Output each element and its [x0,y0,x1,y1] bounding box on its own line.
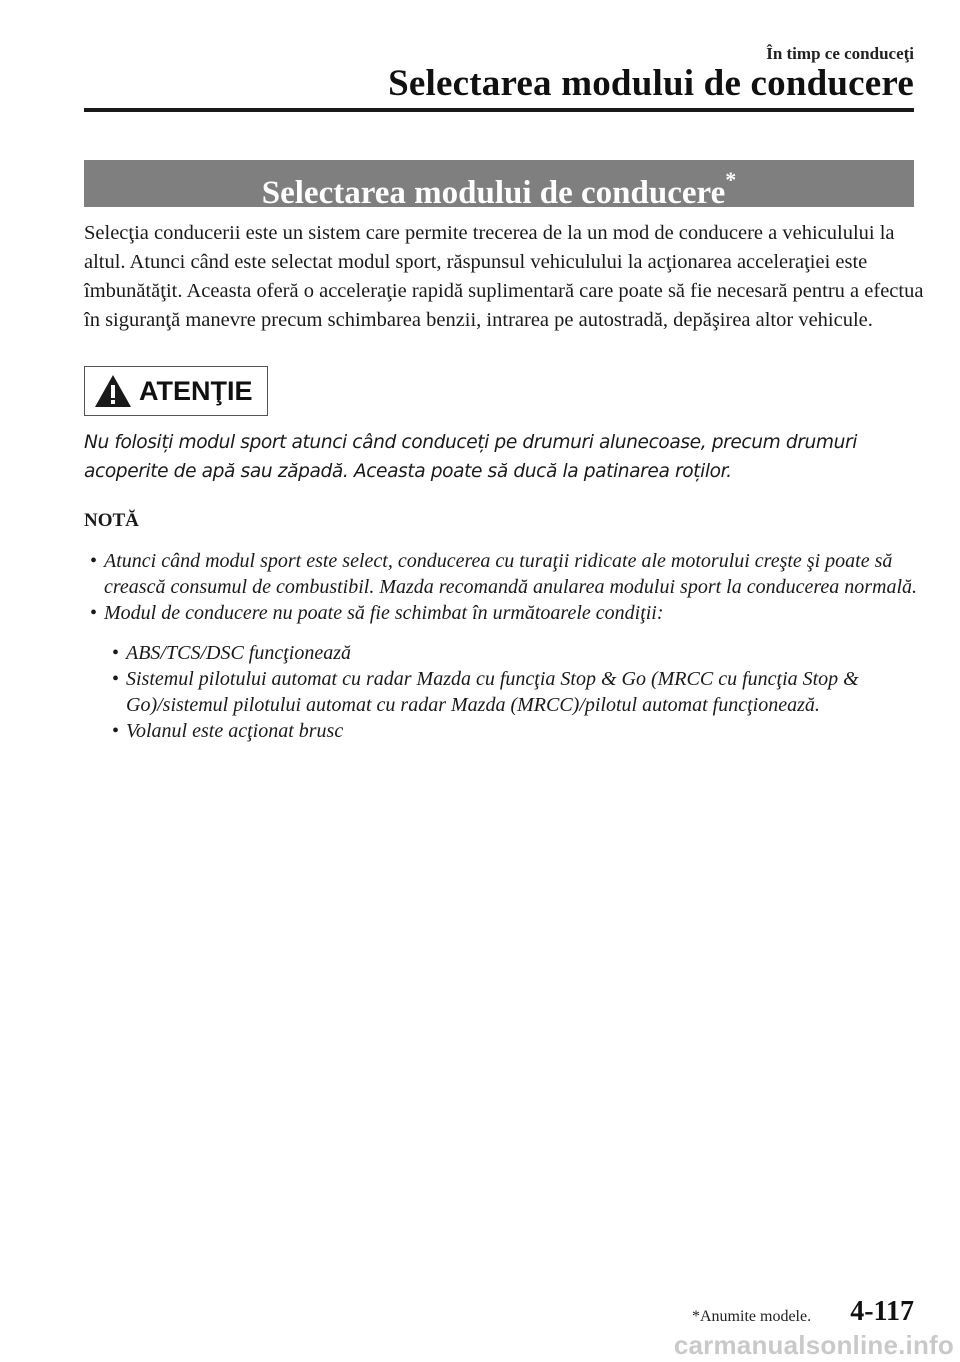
warning-text: Nu folosiți modul sport atunci când conduceți pe drumuri alunecoase, precum drumuri acoperite de apă sau zăpadă. Aceasta poate să ducă la patinarea roților. [84,432,857,482]
header-title: Selectarea modului de conducere [388,63,914,104]
header-chapter: În timp ce conduceţi [766,44,914,63]
warning-box [84,366,268,416]
warning-label: ATENŢIE [139,375,253,406]
intro-paragraph: Selecţia conducerii este un sistem care permite trecerea de la un mod de conducere a vehiculului la altul. Atunci când este selectat modul sport, răspunsul vehiculului la acţionarea acceleraţiei este îmbunătăţit. Aceasta oferă o acceleraţie rapidă suplimentară care poate să fie necesară pentru a efectua în siguranţă manevre precum schimbarea benzii, intrarea pe autostradă, depăşirea altor vehicule. [84,222,924,331]
sub-item [106,718,924,744]
note-item-text: Modul de conducere nu poate să fie schimbat în următoarele condiţii: [104,602,664,624]
bullet: • [112,668,120,690]
sub-item [106,640,924,666]
section-title: Selectarea modului de conducere [261,175,726,211]
sub-item-text: ABS/TCS/DSC funcţionează [126,642,351,664]
note-item-text: Atunci când modul sport este select, conducerea cu turaţii ridicate ale motorului creşte şi poate să crească consumul de combustibil. Mazda recomandă anularea modului sport la conducerea normală. [104,550,918,598]
bullet: • [90,602,98,624]
watermark: carmanualsonline.info [673,1330,954,1360]
note-heading: NOTĂ [84,510,139,531]
header-rule [84,108,914,112]
bullet: • [112,720,120,742]
section-asterisk: * [725,167,737,192]
sub-item-text: Volanul este acţionat brusc [126,720,344,742]
note-item [84,600,924,626]
warning-triangle-icon [93,373,133,409]
page-number: 4-117 [850,1296,914,1327]
sub-item [106,666,924,718]
sub-list [84,640,924,744]
note-list [84,548,924,744]
bullet: • [90,550,98,572]
section-banner [84,160,914,211]
bullet: • [112,642,120,664]
sub-item-text: Sistemul pilotului automat cu radar Mazda cu funcţia Stop & Go (MRCC cu funcţia Stop & Go)/sistemul pilotului automat cu radar Mazda (MRCC)/pilotul automat funcţionează. [126,668,859,716]
note-item [84,548,924,600]
footer-note: *Anumite modele. [692,1308,812,1325]
